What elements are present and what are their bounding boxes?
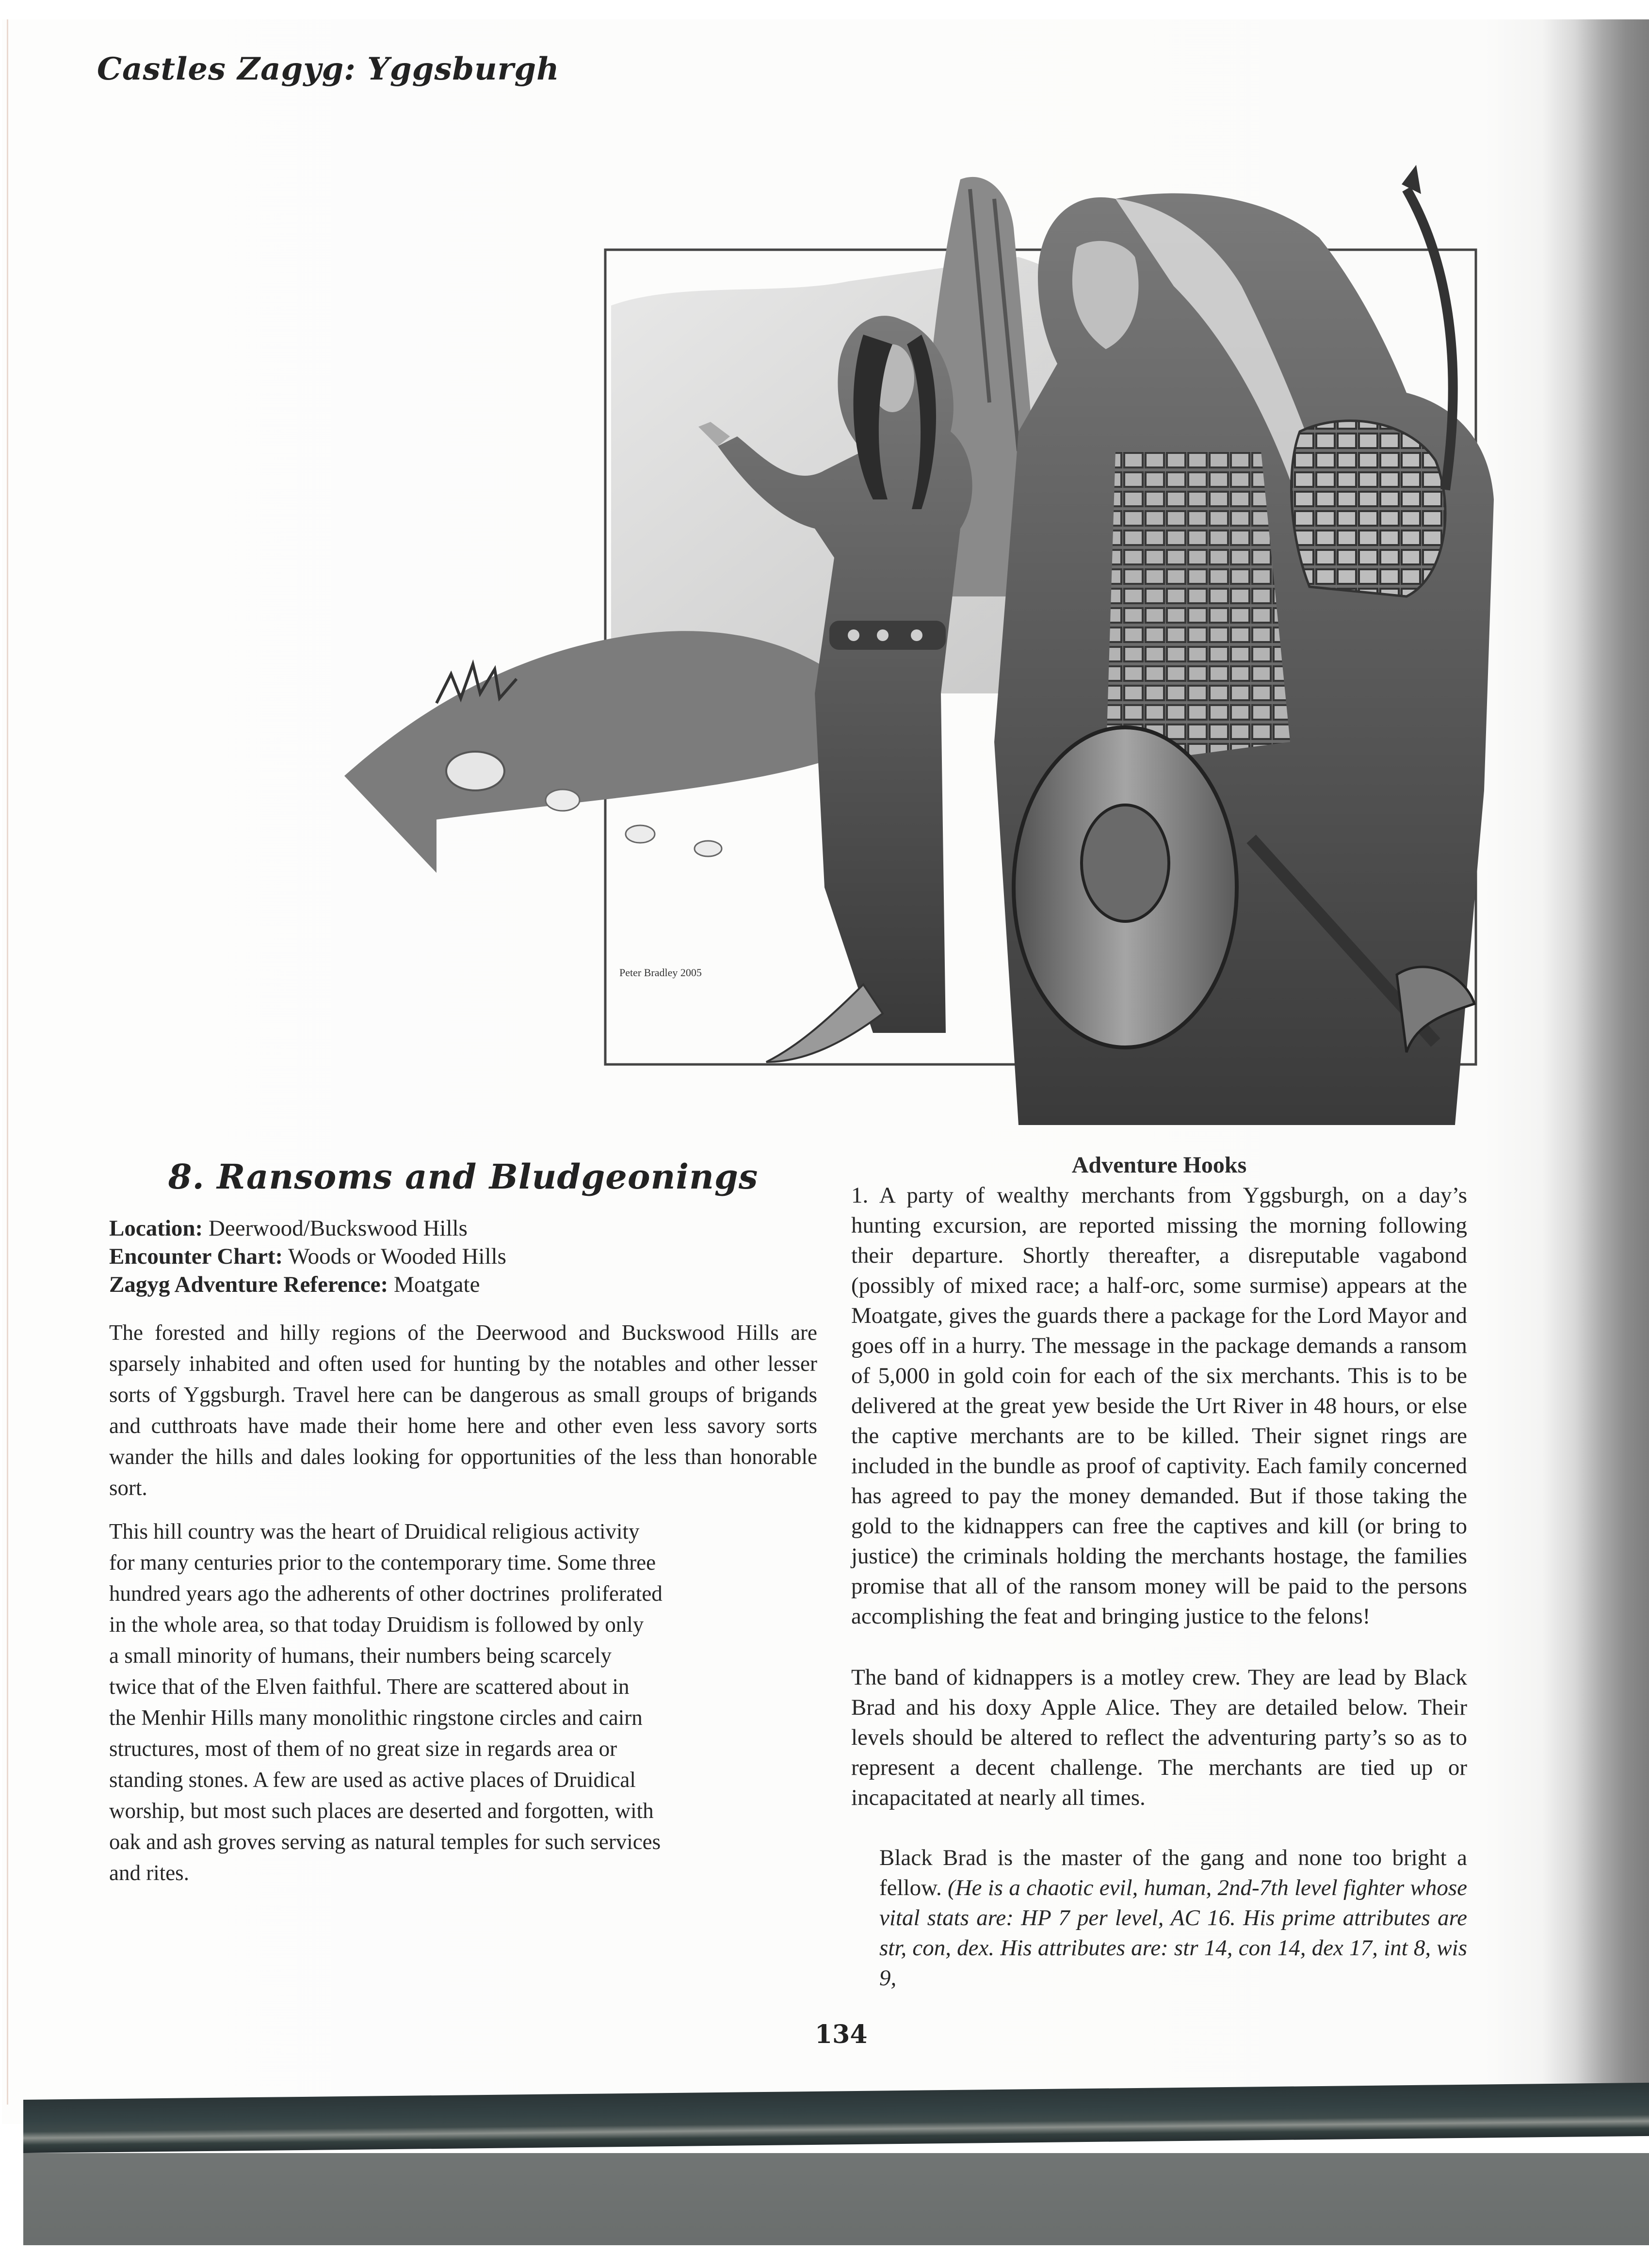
scan-margin <box>0 2245 1649 2268</box>
grassy-bank <box>344 631 849 873</box>
reference-line <box>109 1271 817 1299</box>
text-line: worship, but most such places are deserted and forgotten, with <box>109 1799 654 1823</box>
text-line: oak and ash groves serving as natural temples for such services <box>109 1830 661 1854</box>
body-paragraph: The forested and hilly regions of the Deerwood and Buckswood Hills are sparsely inhabited and often used for hunting by the notables and other lesser sorts of Yggsburgh. Travel here can be dangerous as small groups of brigands and cutthroats have made their home here and other even less savory sorts wander the hills and dales looking for opportunities of the less than honorable sort. <box>109 1320 817 1500</box>
location-value: Deerwood/Buckswood Hills <box>208 1216 468 1241</box>
running-head: Castles Zagyg: Yggsburgh <box>97 51 560 87</box>
text-line: This hill country was the heart of Druidical religious activity <box>109 1519 640 1544</box>
text-line: standing stones. A few are used as active places of Druidical <box>109 1768 636 1792</box>
illustration-artwork <box>291 160 1504 1125</box>
text-line: in the whole area, so that today Druidism is followed by only <box>109 1612 644 1637</box>
scanner-background <box>23 2153 1649 2245</box>
illustration <box>291 160 1504 1125</box>
illustration-credit: Peter Bradley 2005 <box>619 966 702 979</box>
page-edge <box>7 19 8 2105</box>
encounter-line <box>109 1242 817 1271</box>
text-line: for many centuries prior to the contemporary time. Some three <box>109 1550 656 1575</box>
sword <box>766 984 883 1062</box>
encounter-value: Woods or Wooded Hills <box>288 1244 506 1269</box>
page-number: 134 <box>815 2020 868 2049</box>
right-column <box>851 1152 1467 1993</box>
reference-label: Zagyg Adventure Reference: <box>109 1272 388 1297</box>
encounter-label: Encounter Chart: <box>109 1244 283 1269</box>
npc-black-brad <box>879 1843 1467 1993</box>
kidnappers-paragraph: The band of kidnappers is a motley crew. They are lead by Black Brad and his doxy Apple Alice. They are detailed below. Their levels should be altered to reflect the adventuring party’s so as to represent a decent challenge. The merchants are tied up or incapacitated at nearly all times. <box>851 1665 1467 1810</box>
section-title: 8. Ransoms and Bludgeonings <box>168 1157 759 1197</box>
location-line <box>109 1214 817 1242</box>
npc-stats: (He is a chaotic evil, human, 2nd-7th level fighter whose vital stats are: HP 7 per level, AC 16. His prime attributes are str, con, dex. His attributes are: str 14, con 14, dex 17, int 8, wis 9, <box>879 1875 1467 1991</box>
text-line: twice that of the Elven faithful. There are scattered about in <box>109 1674 630 1699</box>
text-line: structures, most of them of no great size in regards area or <box>109 1737 617 1761</box>
text-line: and rites. <box>109 1861 189 1885</box>
text-line: a small minority of humans, their numbers being scarcely <box>109 1643 612 1668</box>
adventure-hook-1: 1. A party of wealthy merchants from Yggsburgh, on a day’s hunting excursion, are reported missing the morning following their departure. Shortly thereafter, a disreputable vagabond (possibly of mixed race; a half-orc, some surmise) appears at the Moatgate, gives the guards there a package for the Lord Mayor and goes off in a hurry. The message in the package demands a ransom of 5,000 in gold coin for each of the six merchants. This is to be delivered at the great yew beside the Urt River in 48 hours, or else the captive merchants are to be killed. Their signet rings are included in the bundle as proof of captivity. Each family concerned has agreed to pay the money demanded. But if those taking the gold to the kidnappers can free the captives and kill (or bring to justice) the criminals holding the merchants hostage, the families promise that all of the ransom money will be paid to the persons accomplishing the feat and bringing justice to the felons! <box>851 1183 1467 1629</box>
left-column <box>109 1157 817 1888</box>
reference-value: Moatgate <box>393 1272 480 1297</box>
text-line: hundred years ago the adherents of other doctrines proliferated <box>109 1581 663 1606</box>
adventure-hooks-title: Adventure Hooks <box>1071 1152 1247 1178</box>
shoulder-armor <box>1292 421 1445 596</box>
body-paragraph <box>109 1516 817 1888</box>
text-line: the Menhir Hills many monolithic ringstone circles and cairn <box>109 1705 643 1730</box>
npc-description: Black Brad is the master of the gang and none too bright a fellow. <box>879 1845 1467 1900</box>
location-label: Location: <box>109 1216 203 1241</box>
chest-armor <box>1106 451 1290 766</box>
